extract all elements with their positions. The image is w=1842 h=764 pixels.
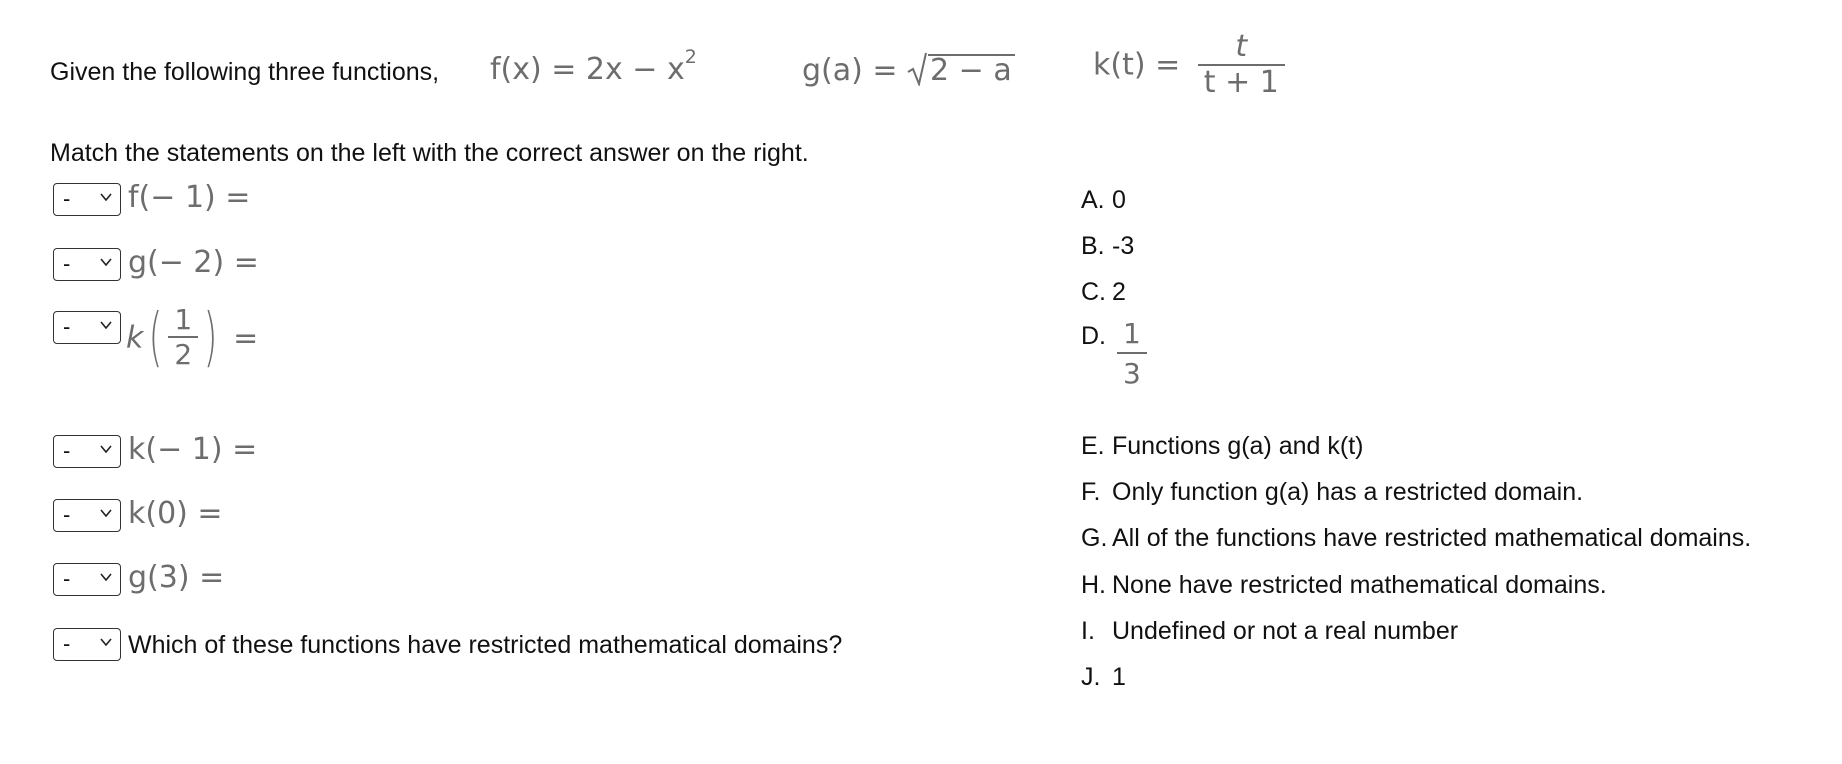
function-k-lhs: k(t) = — [1093, 47, 1190, 83]
statement-2-dropdown[interactable] — [53, 248, 121, 281]
answer-letter: D. — [1081, 322, 1106, 350]
statement-3-numerator: 1 — [174, 303, 193, 336]
function-g-radicand: 2 − a — [928, 54, 1015, 86]
answer-letter: C. — [1081, 278, 1106, 306]
statement-3-function: k — [126, 320, 144, 356]
radical-sign-icon — [907, 52, 927, 86]
statement-2: g(− 2) = — [128, 245, 259, 280]
intro-text: Given the following three functions, — [50, 58, 440, 86]
statement-4-dropdown[interactable] — [53, 435, 121, 468]
answer-b — [1081, 232, 1134, 261]
function-k-fraction — [1198, 30, 1285, 100]
statement-7: Which of these functions have restricted mathematical domains? — [128, 631, 843, 659]
answer-letter: H. — [1081, 571, 1106, 599]
statement-4: k(− 1) = — [128, 432, 258, 467]
answer-g — [1081, 524, 1751, 553]
statement-6-dropdown[interactable] — [53, 563, 121, 596]
answer-letter: J. — [1081, 663, 1101, 691]
statement-5: k(0) = — [128, 496, 223, 531]
answer-letter: E. — [1081, 432, 1105, 460]
answer-text: Undefined or not a real number — [1112, 617, 1459, 645]
answer-letter: F. — [1081, 478, 1101, 506]
chevron-down-icon — [100, 571, 112, 583]
statement-6: g(3) = — [128, 560, 225, 595]
statement-1: f(− 1) = — [128, 180, 251, 215]
instructions-text: Match the statements on the left with the correct answer on the right. — [50, 139, 809, 167]
dropdown-selected-value: - — [63, 438, 71, 463]
right-paren: ) — [203, 301, 218, 375]
answer-text: None have restricted mathematical domains. — [1112, 571, 1607, 599]
chevron-down-icon — [100, 443, 112, 455]
answer-text: 1 — [1112, 663, 1126, 691]
answer-d — [1081, 316, 1147, 394]
statement-1-dropdown[interactable] — [53, 183, 121, 216]
answer-text: 2 — [1112, 278, 1126, 306]
statement-3-denominator: 2 — [174, 338, 193, 371]
chevron-down-icon — [100, 636, 112, 648]
dropdown-selected-value: - — [63, 502, 71, 527]
answer-text: Only function g(a) has a restricted domain. — [1112, 478, 1584, 506]
statement-3-dropdown[interactable] — [53, 311, 121, 344]
answer-i — [1081, 617, 1458, 646]
answer-text: All of the functions have restricted mathematical domains. — [1112, 524, 1752, 552]
dropdown-selected-value: - — [63, 251, 71, 276]
statement-3-equals: = — [233, 320, 259, 356]
function-g-definition — [802, 52, 1015, 88]
answer-h — [1081, 571, 1607, 600]
function-f-lhs: f(x) = 2x − x — [490, 52, 685, 87]
function-g-lhs: g(a) = — [802, 53, 908, 88]
function-f-exponent: 2 — [684, 46, 697, 68]
function-k-denominator: t + 1 — [1203, 65, 1279, 100]
answer-text: -3 — [1112, 232, 1135, 260]
dropdown-selected-value: - — [63, 631, 71, 656]
statement-3 — [126, 301, 259, 375]
function-k-definition — [1093, 30, 1285, 100]
statement-3-fraction — [168, 304, 198, 372]
answer-d-denominator: 3 — [1123, 357, 1141, 390]
answer-text: 0 — [1112, 186, 1126, 214]
chevron-down-icon — [100, 319, 112, 331]
dropdown-selected-value: - — [63, 186, 71, 211]
chevron-down-icon — [100, 256, 112, 268]
answer-letter: G. — [1081, 524, 1108, 552]
answer-d-fraction — [1117, 316, 1147, 394]
function-k-numerator: t — [1235, 29, 1248, 64]
answer-f — [1081, 478, 1583, 507]
answer-c — [1081, 278, 1126, 307]
dropdown-selected-value: - — [63, 314, 71, 339]
answer-a — [1081, 186, 1126, 215]
statement-7-dropdown[interactable] — [53, 628, 121, 661]
square-root — [907, 52, 1015, 88]
answer-j — [1081, 663, 1126, 692]
chevron-down-icon — [100, 507, 112, 519]
dropdown-selected-value: - — [63, 566, 71, 591]
answer-letter: B. — [1081, 232, 1105, 260]
answer-d-numerator: 1 — [1123, 317, 1141, 350]
answer-letter: A. — [1081, 186, 1105, 214]
statement-5-dropdown[interactable] — [53, 499, 121, 532]
chevron-down-icon — [100, 191, 112, 203]
answer-e — [1081, 432, 1364, 461]
left-paren: ( — [148, 301, 163, 375]
answer-text: Functions g(a) and k(t) — [1112, 432, 1364, 460]
function-f-definition — [490, 46, 697, 87]
answer-letter: I. — [1081, 617, 1095, 645]
